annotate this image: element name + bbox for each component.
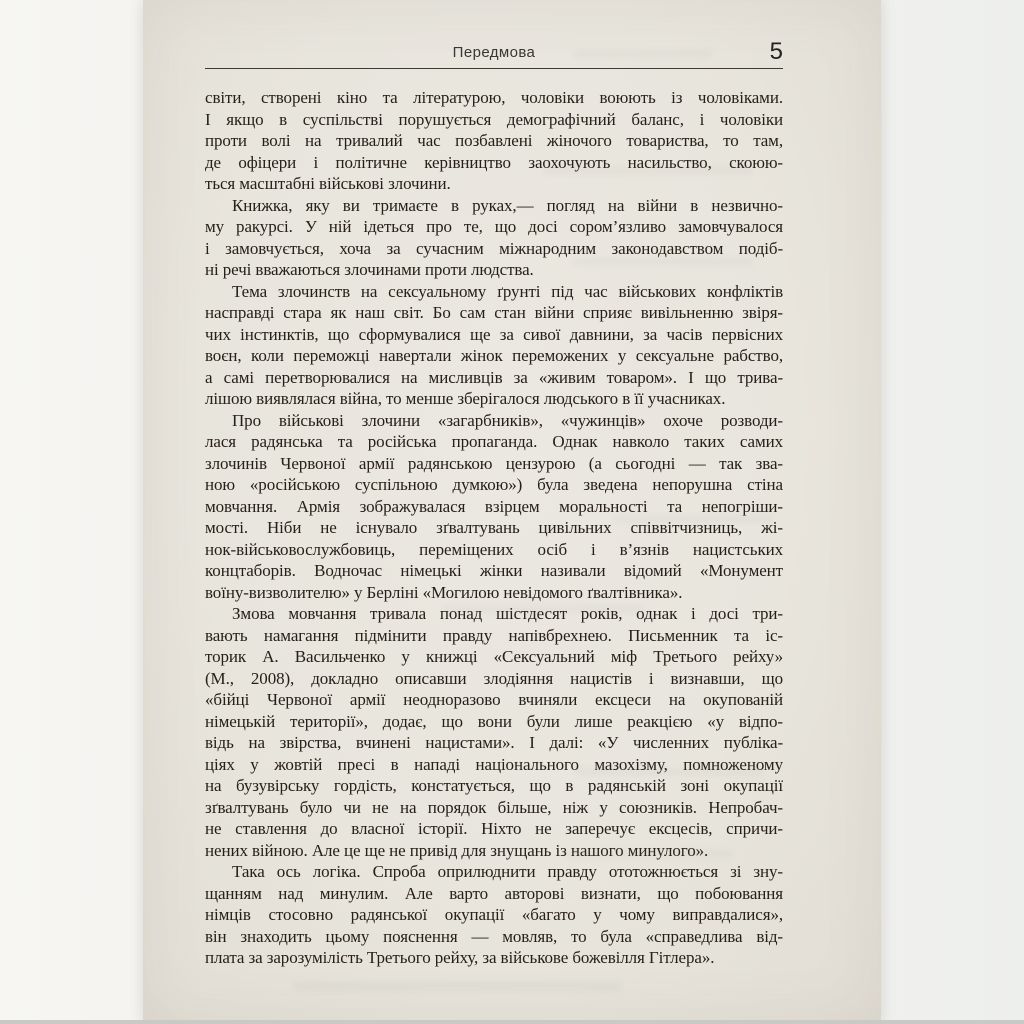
text-line: нених війною. Але це ще не привід для знущань із нашого минулого». bbox=[205, 840, 709, 860]
text-line: нок-військовослужбовиць, переміщених осіб і в’язнів нацистських bbox=[205, 539, 783, 559]
text-line: му ракурсі. У ній ідеться про те, що досі сором’язливо замовчувалося bbox=[205, 217, 783, 236]
text-line: лася радянська та російська пропаганда. Однак навколо таких самих bbox=[205, 432, 783, 451]
text-line: він знаходить цьому пояснення — мовляв, то була «справедлива від- bbox=[205, 926, 783, 946]
header-rule bbox=[205, 68, 783, 69]
text-line: світи, створені кіно та літературою, чоловіки воюють із чоловіками. bbox=[205, 88, 783, 107]
text-line: на бузувірську гордість, констатується, що в радянській зоні окупації bbox=[205, 776, 783, 795]
text-line: ціях у жовтій пресі в нападі національного мазохізму, помноженому bbox=[205, 754, 783, 774]
text-line: а самі перетворювалися на мисливців за «живим товаром». І що трива- bbox=[205, 367, 783, 387]
text-line: лішою виявлялася війна, то менше зберігалося людського в її учасниках. bbox=[205, 389, 726, 408]
text-line: торик А. Васильченко у книжці «Сексуальний міф Третього рейху» bbox=[205, 647, 783, 666]
text-line: відь на звірства, вчинені нацистами». І далі: «У численних публіка- bbox=[205, 733, 783, 752]
text-line: «бійці Червоної армії неодноразово вчиняли ексцеси на окупованій bbox=[205, 690, 783, 709]
text-line: німців стосовно радянської окупації «багато у чому виправдалися», bbox=[205, 905, 783, 924]
text-line: ною «російською суспільною думкою») була зведена непорушна стіна bbox=[205, 475, 783, 494]
text-line: не ставлення до власної історії. Ніхто не заперечує ексцесів, спричи- bbox=[205, 819, 783, 838]
text-line: мості. Ніби не існувало зґвалтувань цивільних співвітчизниць, жі- bbox=[205, 518, 783, 537]
text-line: Така ось логіка. Спроба оприлюднити правду ототожнюється зі зну- bbox=[232, 862, 783, 881]
text-line: Тема злочинств на сексуальному ґрунті під час військових конфліктів bbox=[232, 281, 783, 301]
text-line: концтаборів. Водночас німецькі жінки називали відомий «Монумент bbox=[205, 561, 783, 580]
text-line: І якщо в суспільстві порушується демографічний баланс, і чоловіки bbox=[205, 109, 783, 129]
text-line: зґвалтувань було чи не на порядок більше, ніж у союзників. Непробач- bbox=[205, 797, 783, 817]
text-line: ться масштабні військові злочини. bbox=[205, 174, 451, 193]
paragraph bbox=[205, 195, 783, 281]
text-line: воєн, коли переможці навертали жінок переможених у сексуальне рабство, bbox=[205, 346, 783, 365]
text-line: плата за зарозумілість Третього рейху, за військове божевілля Гітлера». bbox=[205, 948, 715, 967]
running-header-title: Передмова bbox=[452, 44, 536, 61]
text-line: і замовчується, хоча за сучасним міжнародним законодавством подіб- bbox=[205, 238, 783, 258]
text-line: насправді стара як наш світ. Бо сам стан війни сприяє вивільненню звіря- bbox=[205, 303, 783, 322]
paragraph bbox=[205, 281, 783, 410]
text-line: злочинів Червоної армії радянською цензурою (а сьогодні — так зва- bbox=[205, 453, 783, 473]
text-line: Про військові злочини «загарбників», «чужинців» охоче розводи- bbox=[232, 410, 783, 430]
text-line: вають намагання підмінити правду напівбрехнею. Письменник та іс- bbox=[205, 625, 783, 645]
text-line: проти волі на тривалий час позбавлені жіночого товариства, то там, bbox=[205, 131, 783, 150]
text-line: де офіцери і політичне керівництво заохочують насильство, скоюю- bbox=[205, 152, 783, 172]
text-line: Книжка, яку ви тримаєте в руках,— погляд на війни в незвично- bbox=[232, 195, 783, 215]
text-line: чих інстинктів, що сформувалися ще за сивої давнини, за часів первісних bbox=[205, 324, 783, 344]
text-line: мовчання. Армія зображувалася взірцем моральності та непогріши- bbox=[205, 496, 783, 516]
book-page bbox=[143, 0, 881, 1024]
paragraph bbox=[205, 861, 783, 969]
text-line: воїну-визволителю» у Берліні «Могилою невідомого ґвалтівника». bbox=[205, 582, 683, 602]
paragraph bbox=[205, 603, 783, 861]
paragraph bbox=[205, 87, 783, 195]
text-line: ні речі вважаються злочинами проти людства. bbox=[205, 260, 534, 279]
text-line: Змова мовчання тривала понад шістдесят років, однак і досі три- bbox=[232, 604, 783, 623]
show-through-smudge bbox=[293, 982, 623, 991]
text-line: німецькій території», додає, що вони були лише реакцією «у відпо- bbox=[205, 711, 783, 731]
photo-bottom-edge bbox=[0, 1020, 1024, 1024]
paragraph bbox=[205, 410, 783, 604]
text-line: щанням над минулим. Але варто авторові визнати, що побоювання bbox=[205, 883, 783, 903]
text-column bbox=[205, 87, 783, 969]
text-line: (М., 2008), докладно описавши злодіяння нацистів і визнавши, що bbox=[205, 668, 783, 688]
page-number: 5 bbox=[769, 38, 783, 65]
